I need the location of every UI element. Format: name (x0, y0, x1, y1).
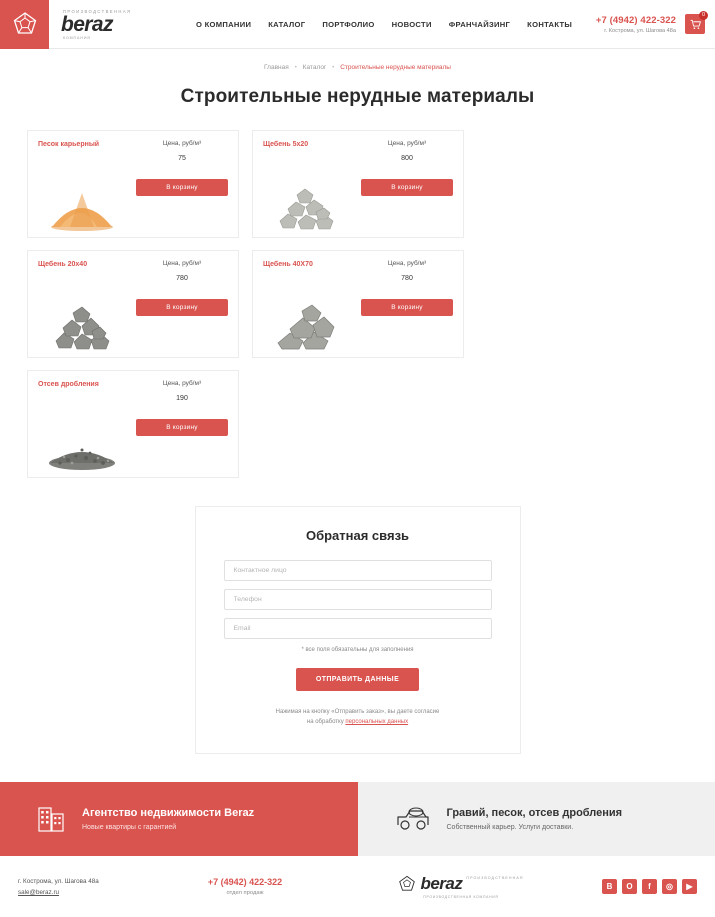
site-header (0, 0, 715, 49)
product-price-label: Цена, руб/м³ (361, 140, 453, 147)
footer-logo-row (398, 874, 523, 894)
product-price-value: 190 (136, 395, 228, 402)
breadcrumb (0, 64, 715, 71)
promo-banners (0, 782, 715, 856)
page-title: Строительные нерудные материалы (0, 86, 715, 108)
logo-word: beraz (61, 15, 131, 35)
product-name: Щебень 5х20 (263, 140, 308, 150)
logo-mark-icon (398, 875, 416, 893)
logo-sup: ПРОИЗВОДСТВЕННАЯ (63, 9, 131, 14)
banner-text-block (82, 807, 254, 831)
breadcrumb-separator-1: • (295, 64, 297, 71)
logo[interactable] (0, 0, 196, 48)
product-price-value: 75 (136, 155, 228, 162)
phone-input[interactable] (224, 589, 492, 610)
product-card[interactable] (27, 250, 239, 358)
header-phone[interactable]: +7 (4942) 422-322 (596, 15, 676, 26)
banner-title: Гравий, песок, отсев дробления (447, 807, 623, 819)
required-fields-note: * все поля обязательны для заполнения (224, 647, 492, 653)
footer-logo-sub: ПРОИЗВОДСТВЕННАЯ КОМПАНИЯ (423, 895, 498, 899)
footer-phone-label: отдел продаж (170, 890, 320, 896)
product-price-block (136, 140, 228, 196)
feedback-title: Обратная связь (224, 528, 492, 543)
footer-logo-word: beraz (420, 874, 462, 894)
gravel-big-image (265, 295, 349, 351)
nav-item-contacts[interactable]: КОНТАКТЫ (527, 20, 572, 29)
product-name: Щебень 20х40 (38, 260, 87, 270)
add-to-cart-button[interactable]: В корзину (136, 299, 228, 316)
header-contact-block (596, 0, 715, 48)
site-footer (0, 856, 715, 917)
footer-email[interactable]: sale@beraz.ru (18, 889, 59, 896)
screening-image (40, 415, 124, 471)
add-to-cart-button[interactable]: В корзину (136, 179, 228, 196)
building-icon (38, 802, 65, 837)
mixer-truck-icon (396, 803, 430, 836)
header-address: г. Кострома, ул. Шагова 48а (596, 28, 676, 34)
footer-phone-block (170, 877, 320, 896)
footer-logo-text (398, 874, 523, 899)
email-input[interactable] (224, 618, 492, 639)
product-price-value: 780 (136, 275, 228, 282)
breadcrumb-home[interactable]: Главная (264, 64, 289, 71)
product-name: Песок карьерный (38, 140, 99, 150)
footer-phone[interactable]: +7 (4942) 422-322 (170, 877, 320, 887)
banner-subtitle: Собственный карьер. Услуги доставки. (447, 824, 623, 831)
product-price-value: 780 (361, 275, 453, 282)
product-card[interactable] (252, 250, 464, 358)
instagram-icon[interactable]: ◎ (662, 879, 677, 894)
nav-item-news[interactable]: НОВОСТИ (392, 20, 432, 29)
sand-pile-image (40, 175, 124, 231)
banner-real-estate[interactable] (0, 782, 358, 856)
add-to-cart-button[interactable]: В корзину (361, 179, 453, 196)
banner-materials[interactable] (358, 782, 715, 856)
product-price-label: Цена, руб/м³ (136, 260, 228, 267)
feedback-form (195, 506, 521, 754)
gravel-dark-image (40, 295, 124, 351)
submit-button[interactable]: ОТПРАВИТЬ ДАННЫЕ (296, 668, 419, 691)
product-price-label: Цена, руб/м³ (361, 260, 453, 267)
youtube-icon[interactable]: ▶ (682, 879, 697, 894)
facebook-icon[interactable]: f (642, 879, 657, 894)
banner-text-block (447, 807, 623, 831)
nav-item-franchising[interactable]: ФРАНЧАЙЗИНГ (449, 20, 510, 29)
add-to-cart-button[interactable]: В корзину (136, 419, 228, 436)
consent-line-2-prefix: на обработку (307, 719, 346, 725)
footer-address-block (18, 876, 170, 898)
footer-logo-sup: ПРОИЗВОДСТВЕННАЯ (466, 876, 523, 880)
footer-address: г. Кострома, ул. Шагова 48а (18, 876, 170, 887)
banner-title: Агентство недвижимости Beraz (82, 807, 254, 819)
product-price-block (136, 260, 228, 316)
nav-item-catalog[interactable]: КАТАЛОГ (268, 20, 305, 29)
odnoklassniki-icon[interactable]: О (622, 879, 637, 894)
product-price-block (361, 260, 453, 316)
product-card[interactable] (252, 130, 464, 238)
product-card[interactable] (27, 130, 239, 238)
footer-logo[interactable] (320, 874, 602, 899)
logo-text (49, 9, 131, 40)
gravel-light-image (265, 175, 349, 231)
social-links (602, 879, 697, 894)
product-price-value: 800 (361, 155, 453, 162)
header-phone-block (596, 15, 676, 34)
breadcrumb-catalog[interactable]: Каталог (303, 64, 327, 71)
cart-button[interactable] (685, 14, 705, 34)
product-price-block (361, 140, 453, 196)
product-name: Щебень 40Х70 (263, 260, 313, 270)
breadcrumb-current: Строительные нерудные материалы (340, 64, 451, 71)
personal-data-link[interactable]: персональных данных (345, 719, 408, 725)
logo-sub: КОМПАНИЯ (63, 36, 131, 40)
vk-icon[interactable]: В (602, 879, 617, 894)
nav-item-portfolio[interactable]: ПОРТФОЛИО (322, 20, 374, 29)
product-price-block (136, 380, 228, 436)
contact-person-input[interactable] (224, 560, 492, 581)
cart-icon (690, 19, 701, 30)
logo-mark-icon (0, 0, 49, 49)
product-name: Отсев дробления (38, 380, 99, 390)
product-price-label: Цена, руб/м³ (136, 140, 228, 147)
product-grid (27, 130, 688, 478)
consent-line-1: Нажимая на кнопку «Отправить заказ», вы даете согласие (276, 709, 440, 715)
nav-item-about[interactable]: О КОМПАНИИ (196, 20, 251, 29)
banner-subtitle: Новые квартиры с гарантией (82, 824, 254, 831)
cart-count-badge: 0 (699, 11, 708, 20)
main-navigation (196, 0, 596, 48)
product-card[interactable] (27, 370, 239, 478)
add-to-cart-button[interactable]: В корзину (361, 299, 453, 316)
product-price-label: Цена, руб/м³ (136, 380, 228, 387)
consent-text (224, 707, 492, 727)
breadcrumb-separator-2: • (332, 64, 334, 71)
